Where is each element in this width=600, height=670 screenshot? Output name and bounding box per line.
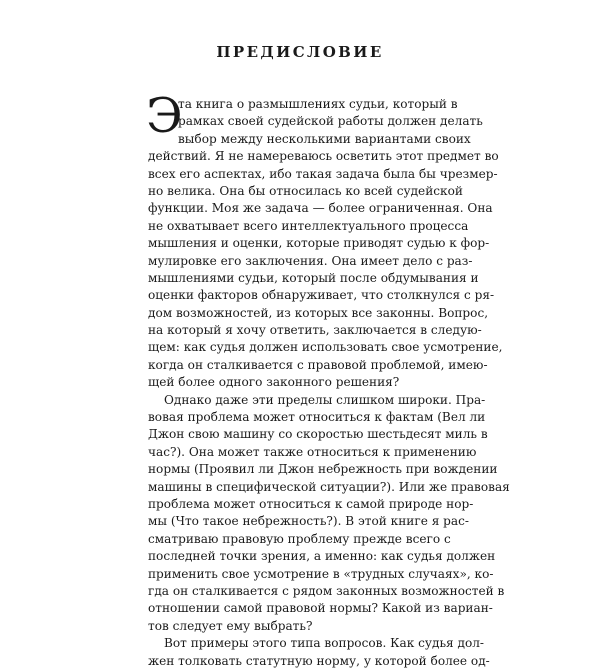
body-text xyxy=(146,88,510,670)
text-line: дом возможностей, из которых все законны. Вопрос, xyxy=(148,305,489,320)
text-line: нормы (Проявил ли Джон небрежность при вождении xyxy=(148,462,498,477)
text-line: мулировке его заключения. Она имеет дело с раз- xyxy=(148,253,473,268)
paragraph xyxy=(148,392,510,635)
text-line: Однако даже эти пределы слишком широки. Пра- xyxy=(164,392,486,407)
text-line: рамках своей судейской работы должен делать xyxy=(178,114,483,129)
text-line: не охватывает всего интеллектуального процесса xyxy=(148,218,469,233)
text-line: сматриваю правовую проблему прежде всего с xyxy=(148,531,451,546)
text-line: щем: как судья должен использовать свое усмотрение, xyxy=(148,340,503,355)
text-line: час?). Она может также относиться к применению xyxy=(148,444,477,459)
text-line: Джон свою машину со скоростью шестьдесят миль в xyxy=(148,427,488,442)
text-line: действий. Я не намереваюсь осветить этот предмет во xyxy=(148,149,499,164)
text-line: последней точки зрения, а именно: как судья должен xyxy=(148,549,496,564)
text-line: мышления и оценки, которые приводят судью к фор- xyxy=(148,236,490,251)
text-line: отношении самой правовой нормы? Какой из вариан- xyxy=(148,601,493,616)
text-line: жен толковать статутную норму, у которой более од- xyxy=(148,653,490,668)
text-line: проблема может относиться к самой природе нор- xyxy=(148,496,474,511)
text-line: на который я хочу ответить, заключается в следую- xyxy=(148,323,482,338)
paragraph xyxy=(148,635,490,670)
drop-cap: Э xyxy=(146,88,183,144)
text-line: мы (Что такое небрежность?). В этой книге я рас- xyxy=(148,514,469,529)
text-line: применить свое усмотрение в «трудных случаях», ко- xyxy=(148,566,494,581)
text-line: та книга о размышлениях судьи, который в xyxy=(178,97,458,111)
text-line: мышлениями судьи, который после обдумывания и xyxy=(148,270,479,285)
text-line: вовая проблема может относиться к фактам (Вел ли xyxy=(148,410,486,425)
text-line: гда он сталкивается с рядом законных возможностей в xyxy=(148,583,505,598)
paragraph xyxy=(148,96,503,392)
text-line: но велика. Она бы относилась ко всей судейской xyxy=(148,183,463,198)
page-title: ПРЕДИСЛОВИЕ xyxy=(216,43,384,61)
text-line: когда он сталкивается с правовой проблемой, имею- xyxy=(148,357,488,372)
text-line: тов следует ему выбрать? xyxy=(148,618,313,633)
text-line: машины в специфической ситуации?). Или же правовая xyxy=(148,479,510,494)
text-line: Вот примеры этого типа вопросов. Как судья дол- xyxy=(164,636,485,651)
text-line: функции. Моя же задача — более ограниченная. Она xyxy=(148,201,493,216)
text-line: всех его аспектах, ибо такая задача была бы чрезмер- xyxy=(148,166,498,181)
text-line: щей более одного законного решения? xyxy=(148,375,400,390)
text-line: оценки факторов обнаруживает, что столкнулся с ря- xyxy=(148,288,495,303)
text-line: выбор между несколькими вариантами своих xyxy=(178,131,471,146)
